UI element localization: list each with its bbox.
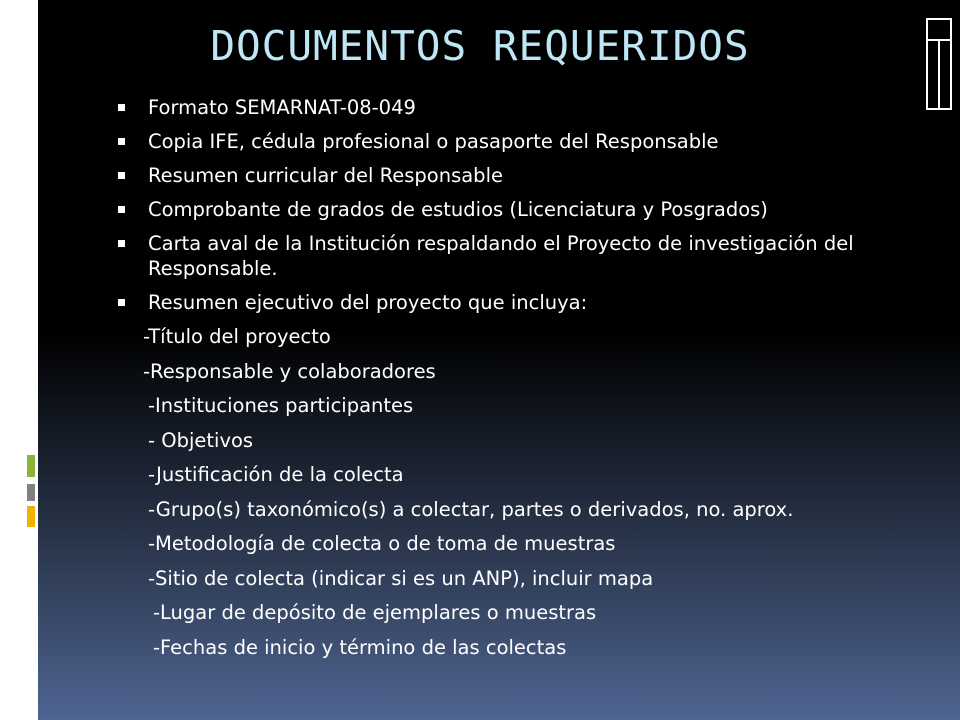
bullet-item [118, 197, 918, 222]
sub-item: - Objetivos [148, 428, 254, 452]
slide-content [118, 95, 918, 669]
bullet-text: Comprobante de grados de estudios (Licenciatura y Posgrados) [148, 198, 768, 221]
left-decorative-band [0, 0, 38, 720]
sub-item: -Instituciones participantes [148, 394, 414, 417]
bullet-text: Copia IFE, cédula profesional o pasaporte del Responsable [148, 130, 719, 153]
slide-title: DOCUMENTOS REQUERIDOS [210, 22, 750, 70]
bullet-text: Carta aval de la Institución respaldando el Proyecto de investigación del Responsable. [148, 232, 854, 280]
bullet-item [118, 231, 918, 281]
square-bullet-icon [118, 104, 125, 111]
accent-bar-gray [27, 484, 35, 501]
sub-item: -Sitio de colecta (indicar si es un ANP), incluir mapa [148, 566, 654, 590]
accent-bar-green [27, 455, 35, 477]
square-bullet-icon [118, 206, 125, 213]
sub-item: -Fechas de inicio y término de las colectas [153, 635, 567, 659]
sub-item: -Grupo(s) taxonómico(s) a colectar, partes o derivados, no. aprox. [148, 497, 794, 521]
square-bullet-icon [118, 138, 125, 145]
sub-item: -Título del proyecto [143, 325, 331, 348]
sub-item: -Metodología de colecta o de toma de muestras [148, 532, 616, 555]
bullet-text: Formato SEMARNAT-08-049 [148, 96, 416, 119]
sub-item: -Lugar de depósito de ejemplares o muestras [153, 601, 597, 624]
bullet-item [118, 290, 918, 315]
bullet-text: Resumen curricular del Responsable [148, 164, 503, 187]
bullet-item [118, 129, 918, 154]
square-bullet-icon [118, 240, 125, 247]
bullet-item [118, 163, 918, 188]
square-bullet-icon [118, 299, 125, 306]
sub-item: -Justificación de la colecta [148, 463, 404, 486]
bullet-text: Resumen ejecutivo del proyecto que incluya: [148, 291, 588, 314]
accent-bar-gold [27, 506, 35, 527]
sub-item: -Responsable y colaboradores [143, 359, 436, 383]
square-bullet-icon [118, 172, 125, 179]
bullet-item [118, 95, 918, 120]
